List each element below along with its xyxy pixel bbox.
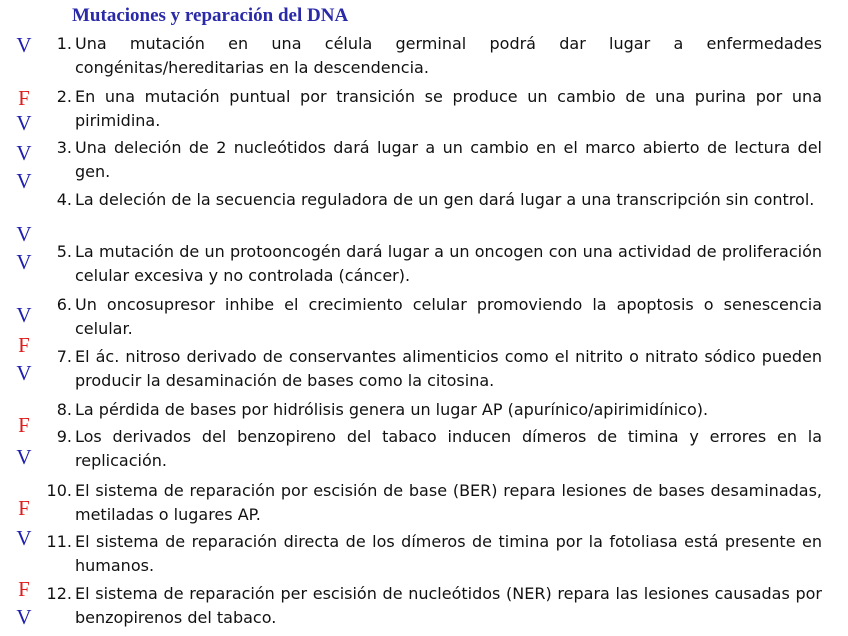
item-text: En una mutación puntual por transición se produce un cambio de una purina por una pirimidina. [75,87,822,130]
answer-mark: V [16,111,32,135]
list-item [42,479,822,527]
list-item [42,345,822,393]
item-number: 5. [56,242,72,261]
item-text: La mutación de un protooncogén dará lugar a un oncogen con una actividad de proliferación celular excesiva y no controlada (cáncer). [75,242,822,285]
list-item [42,398,822,422]
answer-mark: F [18,577,30,601]
answer-mark: V [16,361,32,385]
item-text: La pérdida de bases por hidrólisis genera un lugar AP (apurínico/apirimidínico). [75,400,709,419]
answer-mark: F [18,413,30,437]
answer-mark: V [16,303,32,327]
answer-mark: F [18,333,30,357]
item-number: 10. [46,481,72,500]
list-item [42,136,822,184]
list-item [42,582,822,630]
item-text: El sistema de reparación por escisión de base (BER) repara lesiones de bases desaminadas, metiladas o lugares AP. [75,481,822,524]
document-title: Mutaciones y reparación del DNA [72,5,349,26]
item-text: Los derivados del benzopireno del tabaco inducen dímeros de timina y errores en la replicación. [75,427,822,470]
list-item [42,188,822,212]
answer-mark: V [16,222,32,246]
answer-mark: V [16,445,32,469]
answer-mark: V [16,169,32,193]
item-number: 11. [46,532,72,551]
item-number: 12. [46,584,72,603]
item-text: La deleción de la secuencia reguladora de un gen dará lugar a una transcripción sin control. [75,190,815,209]
answer-mark: V [16,141,32,165]
answer-mark: V [16,605,32,629]
list-item [42,85,822,133]
item-number: 4. [56,190,72,209]
answer-mark: F [18,496,30,520]
item-number: 7. [56,347,72,366]
list-item [42,293,822,341]
list-item [42,530,822,578]
item-text: Una deleción de 2 nucleótidos dará lugar a un cambio en el marco abierto de lectura del gen. [75,138,822,181]
item-number: 1. [56,34,72,53]
item-text: El ác. nitroso derivado de conservantes alimenticios como el nitrito o nitrato sódico pueden producir la desaminación de bases como la citosina. [75,347,822,390]
answer-mark: V [16,33,32,57]
list-item [42,425,822,473]
item-text: Una mutación en una célula germinal podrá dar lugar a enfermedades congénitas/hereditarias en la descendencia. [75,34,822,77]
item-text: El sistema de reparación per escisión de nucleótidos (NER) repara las lesiones causadas por benzopirenos del tabaco. [75,584,822,627]
answer-mark: F [18,86,30,110]
item-number: 2. [56,87,72,106]
answer-mark: V [16,526,32,550]
item-number: 8. [56,400,72,419]
answer-mark: V [16,250,32,274]
item-text: Un oncosupresor inhibe el crecimiento celular promoviendo la apoptosis o senescencia celular. [75,295,822,338]
item-number: 3. [56,138,72,157]
item-number: 9. [56,427,72,446]
item-text: El sistema de reparación directa de los dímeros de timina por la fotoliasa está presente en humanos. [75,532,822,575]
item-number: 6. [56,295,72,314]
list-item [42,32,822,80]
list-item [42,240,822,288]
